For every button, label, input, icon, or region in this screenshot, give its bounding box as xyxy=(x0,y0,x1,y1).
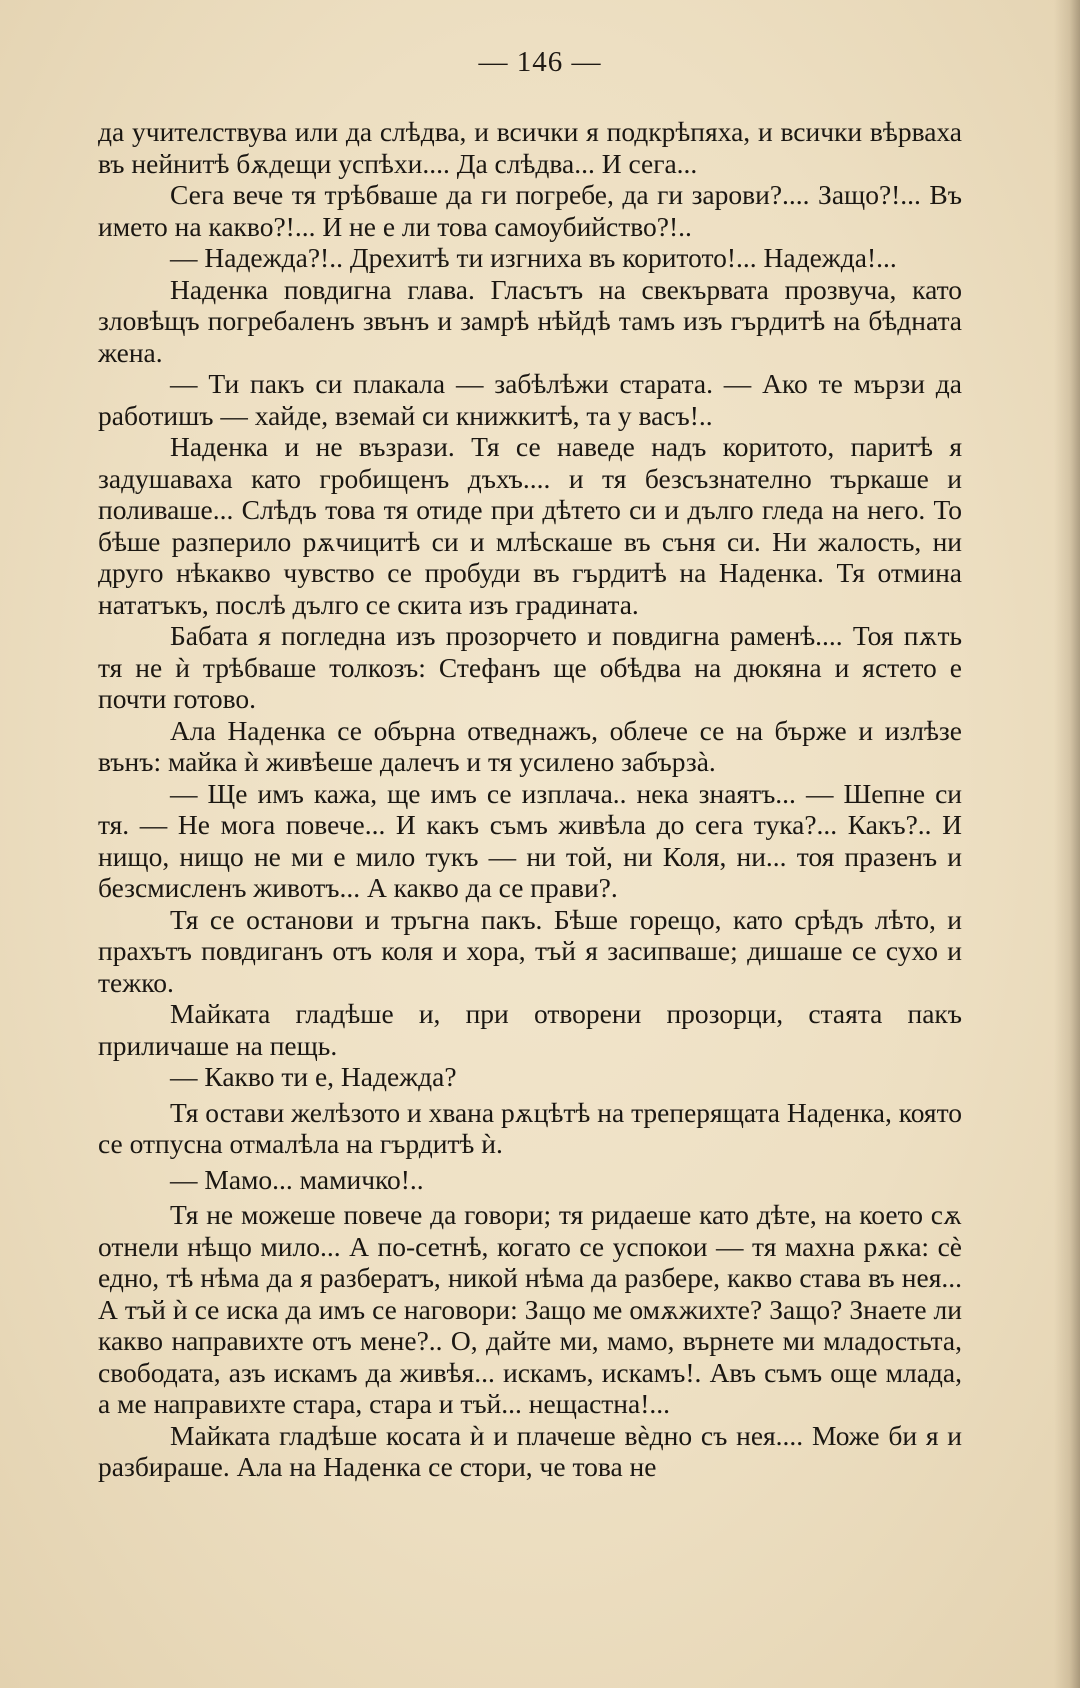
paragraph-2: Сега вече тя трѣбваше да ги погребе, да ги зарови?.... Защо?!... Въ името на какво?!... И не е ли това самоубийство?!.. xyxy=(98,179,962,242)
paragraph-6: Наденка и не възрази. Тя се наведе надъ коритото, паритѣ я задушаваха като гробищенъ дъхъ.... и тя безсъзнателно търкаше и поливаше... Слѣдъ това тя отиде при дѣтето си и дълго гледа на него. То бѣше разперило рѫчицитѣ си и млѣскаше въ съня си. Ни жалость, ни друго нѣкакво чувство се пробуди въ гърдитѣ на Наденка. Тя отмина нататъкъ, послѣ дълго се скита изъ градината. xyxy=(98,431,962,620)
paragraph-15: Тя не можеше повече да говори; тя ридаеше като дѣте, на което сѫ отнели нѣщо мило... А по-сетнѣ, когато се успокои — тя махна рѫка: сè едно, тѣ нѣма да я разбератъ, никой нѣма да разбере, какво става въ нея... А тъй ѝ се иска да имъ се наговори: Защо ме омѫжихте? Защо? Знаете ли какво направихте отъ мене?.. О, дайте ми, мамо, върнете ми младостьта, свободата, азъ искамъ да живѣя... искамъ, искамъ!. Авъ съмъ още млада, а ме направихте стара, стара и тъй... нещастна!... xyxy=(98,1199,962,1419)
paragraph-10: Тя се останови и тръгна пакъ. Бѣше горещо, като срѣдъ лѣто, и прахътъ повдиганъ отъ коля и хора, тъй я засипваше; дишаше се сухо и тежко. xyxy=(98,903,962,998)
paragraph-8: Ала Наденка се обърна отведнажъ, облече се на бърже и излѣзе вънъ: майка ѝ живѣеше далечъ и тя усилено забързà. xyxy=(98,714,962,777)
paragraph-9: — Ще имъ кажа, ще имъ се изплача.. нека знаятъ... — Шепне си тя. — Не мога повече... И какъ съмъ живѣла до сега тука?... Какъ?.. И нищо, нищо не ми е мило тукъ — ни той, ни Коля, ни... тоя празенъ и безсмисленъ животъ... А какво да се прави?. xyxy=(98,777,962,903)
page-number: — 146 — xyxy=(478,46,602,78)
paragraph-3: — Надежда?!.. Дрехитѣ ти изгниха въ коритото!... Надежда!... xyxy=(170,242,897,273)
paragraph-5: — Ти пакъ си плакала — забѣлѣжи старата. — Ако те мързи да работишъ — хайде, вземай си книжкитѣ, та у васъ!.. xyxy=(98,368,962,431)
paragraph-11: Майката гладѣше и, при отворени прозорци, стаята пакъ приличаше на пещь. xyxy=(98,998,962,1061)
paragraph-13: Тя остави желѣзото и хвана рѫцѣтѣ на треперящата Наденка, която се отпусна отмалѣла на гърдитѣ ѝ. xyxy=(98,1096,962,1159)
paragraph-7: Бабата я погледна изъ прозорчето и повдигна раменѣ.... Тоя пѫть тя не ѝ трѣбваше толкозъ: Стефанъ ще обѣдва на дюкяна и ястето е почти готово. xyxy=(98,620,962,714)
paragraph-4: Наденка повдигна глава. Гласътъ на свекървата прозвуча, като зловѣщъ погребаленъ звънъ и замрѣ нѣйдѣ тамъ изъ гърдитѣ на бѣдната жена. xyxy=(98,273,962,368)
page-edge-shadow xyxy=(1054,0,1080,1688)
paragraph-1: да учителствува или да слѣдва, и всички я подкрѣпяха, и всички вѣрваха въ нейнитѣ бѫдещи успѣхи.... Да слѣдва... И сега... xyxy=(98,116,962,179)
paragraph-12: — Какво ти е, Надежда? xyxy=(170,1061,457,1092)
paragraph-16: Майката гладѣше косата ѝ и плачеше вѐдно съ нея.... Може би я и разбираше. Ала на Наденка се стори, че това не xyxy=(98,1419,962,1482)
paragraph-14: — Мамо... мамичко!.. xyxy=(170,1163,424,1195)
page-body-text xyxy=(98,116,962,1483)
